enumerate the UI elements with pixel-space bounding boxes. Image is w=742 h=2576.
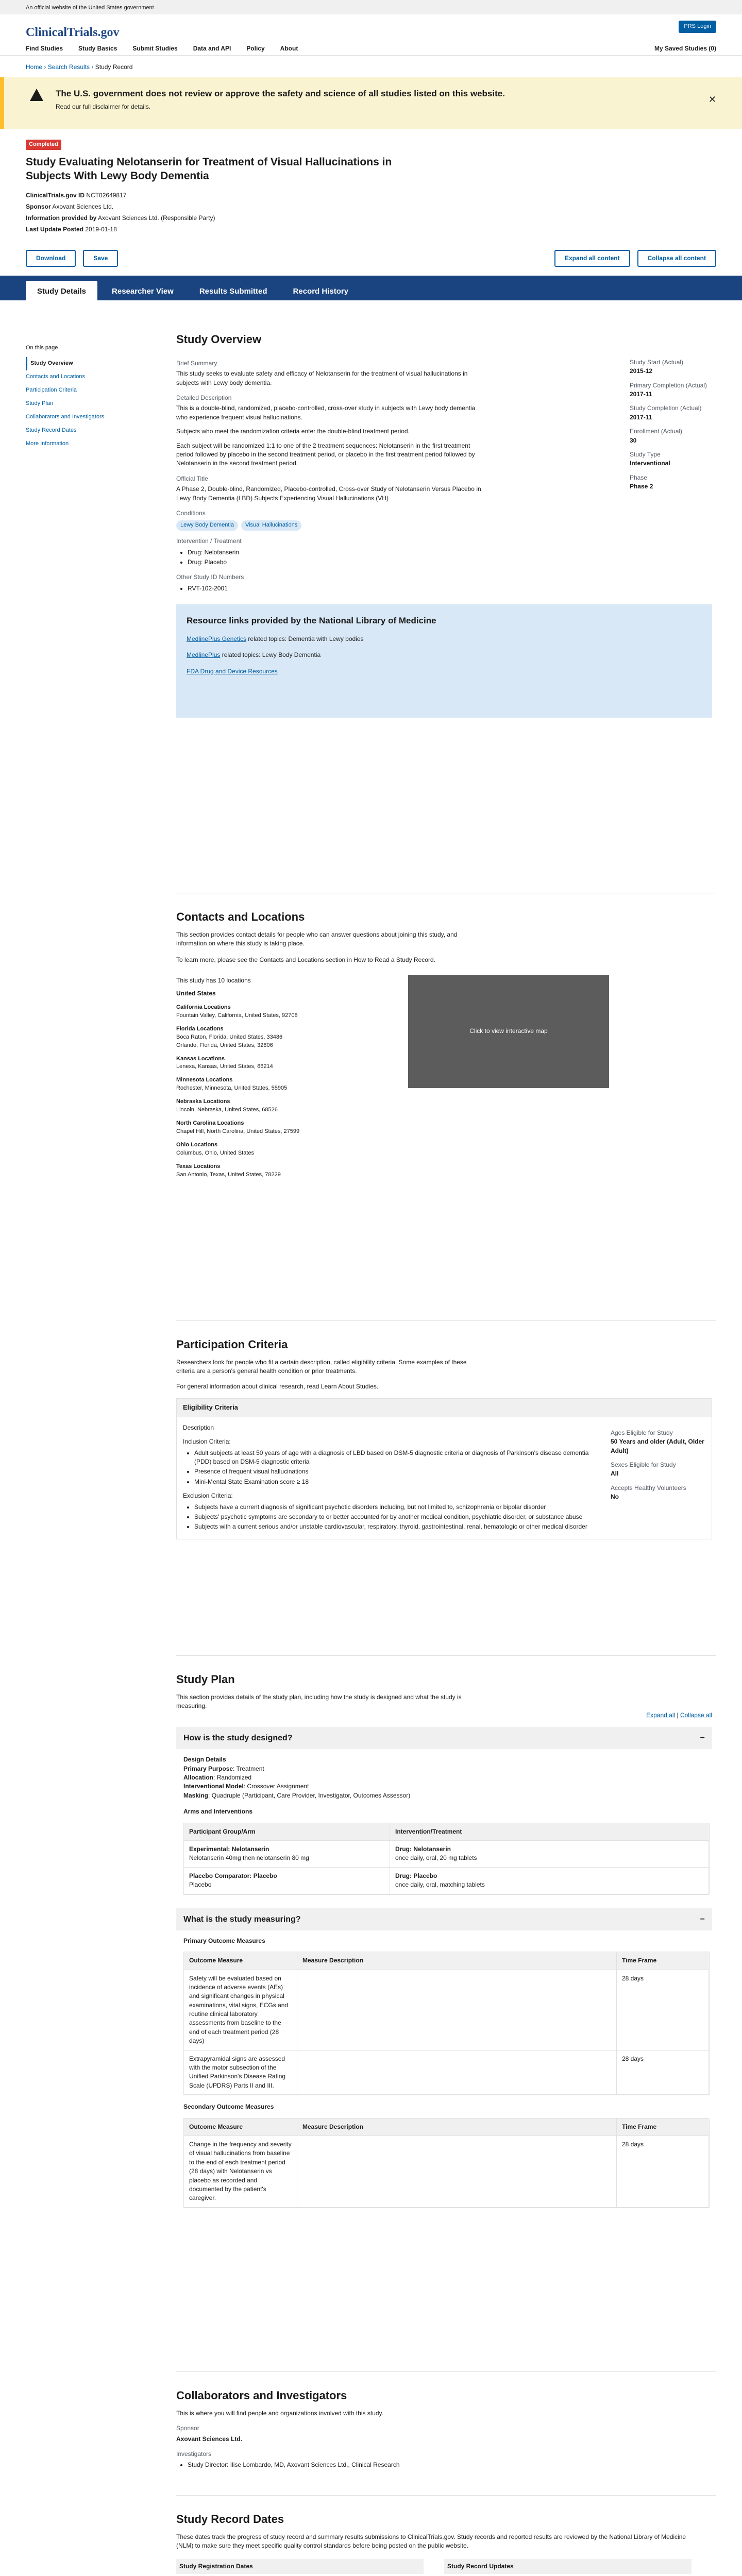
sidebar-item-criteria[interactable]: Participation Criteria — [26, 386, 77, 393]
outcome-time: 28 days — [617, 2136, 710, 2208]
arm-intervention: Drug: Nelotanserin — [395, 1845, 451, 1853]
arm-name: Placebo Comparator: Placebo — [189, 1872, 277, 1879]
other-id-label: Other Study ID Numbers — [176, 573, 244, 581]
arm-cell — [184, 1841, 390, 1868]
gov-banner: An official website of the United States government — [0, 0, 742, 14]
design-key: Allocation — [183, 1774, 214, 1782]
info-value: Axovant Sciences Ltd. (Responsible Party) — [98, 214, 215, 222]
plan-collapse-link[interactable]: Collapse all — [680, 1711, 712, 1719]
arm-intervention: Drug: Placebo — [395, 1872, 437, 1879]
criteria-desc: Researchers look for people who fit a certain description, called eligibility criteria. Some examples of these criteria are a person's general health condition or prior treatments. — [176, 1358, 467, 1375]
study-title: Study Evaluating Nelotanserin for Treatment of Visual Hallucinations in Subjects With Lewy Body Dementia — [26, 156, 392, 182]
study-header — [0, 129, 742, 262]
nlm-title: Resource links provided by the National Library of Medicine — [187, 616, 436, 626]
nlm-resources — [176, 604, 712, 718]
location-site: Lenexa, Kansas, United States, 66214 — [176, 1063, 273, 1070]
location-site: Columbus, Ohio, United States — [176, 1149, 255, 1156]
updates-header: Study Record Updates — [444, 2559, 692, 2574]
investigator-item: • Study Director: Ilise Lombardo, MD, Axovant Sciences Ltd., Clinical Research — [188, 2461, 716, 2469]
design-value: Quadruple (Participant, Care Provider, Investigator, Outcomes Assessor) — [211, 1791, 411, 1799]
healthy-value: No — [611, 1493, 619, 1501]
fact-value: Phase 2 — [630, 483, 653, 490]
outcome-time: 28 days — [617, 2050, 710, 2095]
country-label: United States — [176, 990, 216, 997]
arms-table — [183, 1823, 709, 1895]
design-value: Crossover Assignment — [247, 1783, 309, 1790]
location-state: Florida Locations — [176, 1025, 224, 1032]
fact-label: Primary Completion (Actual) — [630, 381, 707, 389]
section-overview — [176, 300, 716, 893]
outcome-measure: Extrapyramidal signs are assessed with the motor subsection of the Unified Parkinson's Disease Rating Scale (UPDRS) Parts II and III. — [184, 2050, 297, 2095]
location-state: Texas Locations — [176, 1163, 221, 1170]
location-site: Chapel Hill, North Carolina, United States, 27599 — [176, 1128, 300, 1135]
nav-policy[interactable]: Policy — [246, 45, 265, 52]
location-state: Ohio Locations — [176, 1142, 218, 1148]
nav-study-basics[interactable]: Study Basics — [78, 45, 117, 52]
secondary-label: Secondary Outcome Measures — [183, 2103, 274, 2111]
sidebar-heading: On this page — [26, 345, 58, 351]
age-label: Ages Eligible for Study — [611, 1429, 673, 1436]
tab-results-submitted[interactable]: Results Submitted — [188, 281, 279, 300]
arm-desc: Placebo — [189, 1881, 212, 1889]
location-state: Kansas Locations — [176, 1055, 225, 1062]
other-id-item: • RVT-102-2001 — [188, 584, 614, 593]
arm-intervention-desc: once daily, oral, matching tablets — [395, 1881, 485, 1889]
breadcrumb: Home › Search Results › Study Record — [26, 63, 133, 71]
nav-find-studies[interactable]: Find Studies — [26, 45, 63, 52]
registration-header: Study Registration Dates — [176, 2559, 424, 2574]
fact-value: 2015-12 — [630, 367, 653, 375]
sex-label: Sexes Eligible for Study — [611, 1461, 676, 1469]
outcome-header: Measure Description — [297, 1952, 617, 1970]
section-plan: Study Plan This section provides details of the study plan, including how the study is designed and what the study is measuring. Expand all | Collapse all How is the study designed? − Design Details Primary Purpose: Treatment Allocation: Randomized Interventional Model: Crossover Assignment Masking: Quadruple (Participant, Care Provider, Investigator, Outcomes Assessor) Arms and Interventions Participant Group/Arm Intervention/Treatment Experimental: Nelotanserin Nelotanserin 40mg then nelotanserin 80 mg Drug: Nelotanserin once daily, oral, 20 mg tablets Placebo Comparator: Placebo Placebo Drug: Placebo once daily, oral, matching tablets What is the study measuring? − Primary Outcome Measures Outcome Measure Measure Description Time Frame Safety will be evaluated based on incidence of adverse events (AEs) and significant changes in physical examinations, vital signs, ECGs and routine clinical laboratory assessments from baseline to the end of each treatment period (28 days) 28 days Extrapyramidal signs are assessed with the motor subsection of the Unified Parkinson's Disease Rating Scale (UPDRS) Parts II and III. 28 days Secondary Outcome Measures Outcome Measure Measure Description Time Frame Change in the frequency and severity of visual hallucinations from baseline to the end of each treatment period (28 days) with Nelotanserin vs placebo as recorded and documented by the patient's caregiver. 28 days — [176, 1655, 716, 2371]
arm-desc: Nelotanserin 40mg then nelotanserin 80 mg — [189, 1854, 309, 1862]
fact-label: Study Type — [630, 451, 661, 459]
nct-id: NCT02649817 — [86, 191, 127, 199]
tab-study-details[interactable]: Study Details — [26, 281, 97, 300]
location-site: San Antonio, Texas, United States, 78229 — [176, 1171, 281, 1178]
plan-expand-link[interactable]: Expand all — [646, 1711, 676, 1719]
overview-title: Study Overview — [176, 333, 262, 346]
contacts-title: Contacts and Locations — [176, 910, 305, 923]
healthy-label: Accepts Healthy Volunteers — [611, 1484, 686, 1492]
tab-researcher-view[interactable]: Researcher View — [100, 281, 185, 300]
info-label: Information provided by — [26, 214, 97, 222]
condition-pill[interactable]: Visual Hallucinations — [241, 520, 301, 531]
locations-list — [176, 989, 393, 1179]
sidebar-item-overview[interactable]: Study Overview — [26, 357, 125, 370]
dates-title: Study Record Dates — [176, 2513, 284, 2526]
outcome-measure: Safety will be evaluated based on incidence of adverse events (AEs) and significant changes in physical examinations, vital signs, ECGs and routine clinical laboratory assessments from baseline to the end of each treatment period (28 days) — [184, 1970, 297, 2050]
section-dates — [176, 2495, 716, 2576]
prs-login-button[interactable]: PRS Login — [679, 21, 716, 33]
section-collaborators — [176, 2371, 716, 2495]
fact-value: 2017-11 — [630, 413, 652, 421]
sidebar-item-more[interactable]: More Information — [26, 440, 69, 447]
primary-label: Primary Outcome Measures — [183, 1937, 265, 1944]
inclusion-item: • Adult subjects at least 50 years of age with a diagnosis of LBD based on DSM-5 diagnostic criteria or diagnosis of Parkinson's disease dementia (PDD) based on DSM-5 diagnostic criteria — [194, 1449, 595, 1467]
nav-about[interactable]: About — [280, 45, 298, 52]
outcome-header: Time Frame — [617, 2119, 710, 2136]
save-button[interactable]: Save — [83, 250, 118, 267]
sidebar-item-contacts[interactable]: Contacts and Locations — [26, 373, 85, 380]
disclaimer-alert — [0, 77, 742, 129]
arms-header: Participant Group/Arm — [184, 1823, 390, 1841]
fda-resources-link[interactable]: FDA Drug and Device Resources — [187, 667, 278, 675]
location-site: Fountain Valley, California, United States, 92708 — [176, 1012, 298, 1019]
map-label: Click to view interactive map — [469, 1027, 548, 1035]
secondary-table — [183, 2118, 709, 2208]
nav-submit-studies[interactable]: Submit Studies — [132, 45, 178, 52]
contacts-learn[interactable]: To learn more, please see the Contacts and Locations section in How to Read a Study Record. — [176, 956, 435, 963]
inclusion-item: • Presence of frequent visual hallucinations — [194, 1467, 595, 1476]
collab-sponsor: Axovant Sciences Ltd. — [176, 2435, 243, 2443]
exclusion-item: • Subjects with a current serious and/or unstable cardiovascular, respiratory, thyroid, gastrointestinal, renal, hematologic or other medical disorder — [194, 1522, 595, 1531]
fact-value: Interventional — [630, 460, 670, 467]
close-icon[interactable]: ✕ — [708, 94, 716, 105]
age-value: 50 Years and older (Adult, Older Adult) — [611, 1438, 704, 1454]
sponsor-label: Sponsor — [26, 202, 51, 210]
criteria-general[interactable]: For general information about clinical research, read Learn About Studies. — [176, 1382, 379, 1390]
medline2-related: related topics: Lewy Body Dementia — [222, 651, 321, 659]
brief-label: Brief Summary — [176, 359, 217, 367]
location-site: Lincoln, Nebraska, United States, 68526 — [176, 1107, 278, 1113]
design-key: Masking — [183, 1791, 209, 1799]
design-label: Design Details — [183, 1756, 226, 1764]
eligibility-box — [176, 1398, 712, 1539]
status-badge: Completed — [26, 140, 61, 150]
alert-body[interactable]: Read our full disclaimer for details. — [56, 103, 151, 110]
location-state: Minnesota Locations — [176, 1077, 233, 1083]
tab-record-history[interactable]: Record History — [282, 281, 360, 300]
study-tabs — [0, 276, 742, 300]
medline-genetics-link[interactable]: MedlinePlus Genetics — [187, 635, 247, 642]
outcome-header: Outcome Measure — [184, 2119, 297, 2136]
exclusion-label: Exclusion Criteria: — [183, 1492, 233, 1500]
download-button[interactable]: Download — [26, 250, 76, 267]
location-state: North Carolina Locations — [176, 1120, 244, 1127]
arm-intervention-desc: once daily, oral, 20 mg tablets — [395, 1854, 477, 1862]
design-key: Interventional Model — [183, 1783, 244, 1790]
outcome-time: 28 days — [617, 1970, 710, 2050]
fact-label: Phase — [630, 473, 648, 481]
brief-summary: This study seeks to evaluate safety and efficacy of Nelotanserin for the treatment of visual hallucinations in subjects with Lewy body dementia. — [176, 370, 468, 386]
detailed-1: This is a double-blind, randomized, placebo-controlled, cross-over study in subjects with Lewy body dementia who experience frequent visual hallucinations. — [176, 404, 476, 421]
arm-cell — [390, 1841, 710, 1868]
investigators-label: Investigators — [176, 2450, 212, 2458]
inclusion-item: • Mini-Mental State Examination score ≥ 18 — [194, 1478, 595, 1486]
collab-sponsor-label: Sponsor — [176, 2425, 199, 2432]
collapse-all-button[interactable]: Collapse all content — [637, 250, 716, 267]
medline-related: related topics: Dementia with Lewy bodies — [248, 635, 364, 642]
breadcrumb-current: Study Record — [95, 63, 133, 71]
breadcrumb-home[interactable]: Home — [26, 63, 43, 71]
primary-table — [183, 1952, 709, 2095]
outcome-header: Outcome Measure — [184, 1952, 297, 1970]
outcome-measure: Change in the frequency and severity of visual hallucinations from baseline to the end of each treatment period (28 days) with Nelotanserin vs placebo as recorded and documented by the patient's caregiver. — [184, 2136, 297, 2208]
expand-all-button[interactable]: Expand all content — [554, 250, 630, 267]
design-value: Treatment — [236, 1765, 264, 1772]
sidebar-item-plan[interactable]: Study Plan — [26, 400, 54, 406]
location-count: This study has 10 locations — [176, 977, 251, 985]
dates-desc: These dates track the progress of study record and summary results submissions to ClinicalTrials.gov. Study records and reported results are reviewed by the National Library of Medicine (NLM) to make sure they meet specific quality control standards before being posted on the public website. — [176, 2533, 686, 2550]
section-contacts — [176, 893, 716, 1320]
arm-name: Experimental: Nelotanserin — [189, 1845, 269, 1853]
sidebar — [26, 300, 125, 2576]
detailed-2: Subjects who meet the randomization criteria enter the double-blind treatment period. — [176, 428, 410, 435]
main-nav — [26, 44, 298, 55]
location-state: California Locations — [176, 1004, 231, 1010]
intervention-item: • Drug: Nelotanserin — [188, 548, 614, 557]
sponsor-value: Axovant Sciences Ltd. — [52, 202, 114, 210]
inclusion-label: Inclusion Criteria: — [183, 1438, 231, 1446]
saved-studies-link[interactable]: My Saved Studies (0) — [654, 45, 716, 52]
update-value: 2019-01-18 — [85, 226, 117, 233]
detailed-3: Each subject will be randomized 1:1 to one of the 2 treatment sequences: Nelotanserin in the first treatment period followed by placebo in the second treatment period, or placebo in the first treatment period followed by Nelotanserin in the second treatment period. — [176, 442, 475, 467]
location-state: Nebraska Locations — [176, 1098, 230, 1105]
arms-header: Intervention/Treatment — [390, 1823, 710, 1841]
location-site: Orlando, Florida, United States, 32806 — [176, 1042, 273, 1048]
design-value: Randomized — [216, 1774, 252, 1782]
outcome-header: Time Frame — [617, 1952, 710, 1970]
id-label: ClinicalTrials.gov ID — [26, 191, 85, 199]
fact-value: 2017-11 — [630, 391, 652, 398]
section-criteria — [176, 1320, 716, 1655]
intervention-item: • Drug: Placebo — [188, 558, 614, 567]
criteria-title: Participation Criteria — [176, 1338, 288, 1351]
plan-desc: This section provides details of the study plan, including how the study is designed and what the study is measuring. — [176, 1693, 462, 1710]
collab-desc: This is where you will find people and organizations involved with this study. — [176, 2409, 383, 2417]
fact-label: Enrollment (Actual) — [630, 428, 683, 435]
warning-icon — [30, 89, 43, 101]
location-site: Boca Raton, Florida, United States, 33486 — [176, 1033, 283, 1040]
arm-cell — [184, 1868, 390, 1894]
fact-value: 30 — [630, 436, 637, 444]
nav-data-api[interactable]: Data and API — [193, 45, 231, 52]
condition-pill[interactable]: Lewy Body Dementia — [176, 520, 238, 531]
alert-title: The U.S. government does not review or approve the safety and science of all studies listed on this website. — [56, 89, 505, 98]
collab-title: Collaborators and Investigators — [176, 2389, 347, 2402]
fact-label: Study Start (Actual) — [630, 358, 684, 366]
sidebar-item-collaborators[interactable]: Collaborators and Investigators — [26, 413, 105, 420]
arms-label: Arms and Interventions — [183, 1808, 253, 1816]
sidebar-item-dates[interactable]: Study Record Dates — [26, 427, 77, 433]
official-label: Official Title — [176, 474, 208, 482]
exclusion-item: • Subjects' psychotic symptoms are secondary to or better accounted for by another medical condition, psychiatric disorder, or substance abuse — [194, 1513, 595, 1521]
intervention-label: Intervention / Treatment — [176, 537, 242, 545]
sex-value: All — [611, 1470, 619, 1478]
breadcrumb-search[interactable]: Search Results — [47, 63, 90, 71]
measure-accordion[interactable]: What is the study measuring? − — [176, 1908, 712, 1930]
outcome-header: Measure Description — [297, 2119, 617, 2136]
medline-plus-link[interactable]: MedlinePlus — [187, 651, 221, 659]
conditions-label: Conditions — [176, 509, 206, 517]
fact-label: Study Completion (Actual) — [630, 404, 702, 412]
location-map[interactable] — [408, 975, 609, 1088]
exclusion-item: • Subjects have a current diagnosis of significant psychotic disorders including, but not limited to, schizophrenia or bipolar disorder — [194, 1503, 595, 1512]
design-accordion[interactable]: How is the study designed? − — [176, 1727, 712, 1749]
site-logo[interactable]: ClinicalTrials.gov — [26, 26, 120, 39]
design-key: Primary Purpose — [183, 1765, 233, 1772]
contacts-desc: This section provides contact details for people who can answer questions about joining this study, and information on where this study is taking place. — [176, 930, 458, 947]
arm-cell — [390, 1868, 710, 1894]
description-label: Description — [183, 1423, 214, 1431]
official-title: A Phase 2, Double-blind, Randomized, Placebo-controlled, Cross-over Study of Nelotanserin Versus Placebo in Lewy Body Dementia (LBD) Subjects Experiencing Visual Hallucinations (VH) — [176, 485, 481, 502]
detailed-label: Detailed Description — [176, 394, 232, 402]
overview-facts — [614, 353, 716, 594]
site-header — [0, 14, 742, 56]
eligibility-title: Eligibility Criteria — [177, 1399, 712, 1417]
plan-title: Study Plan — [176, 1673, 235, 1686]
location-site: Rochester, Minnesota, United States, 55905 — [176, 1085, 288, 1092]
update-label: Last Update Posted — [26, 226, 84, 233]
